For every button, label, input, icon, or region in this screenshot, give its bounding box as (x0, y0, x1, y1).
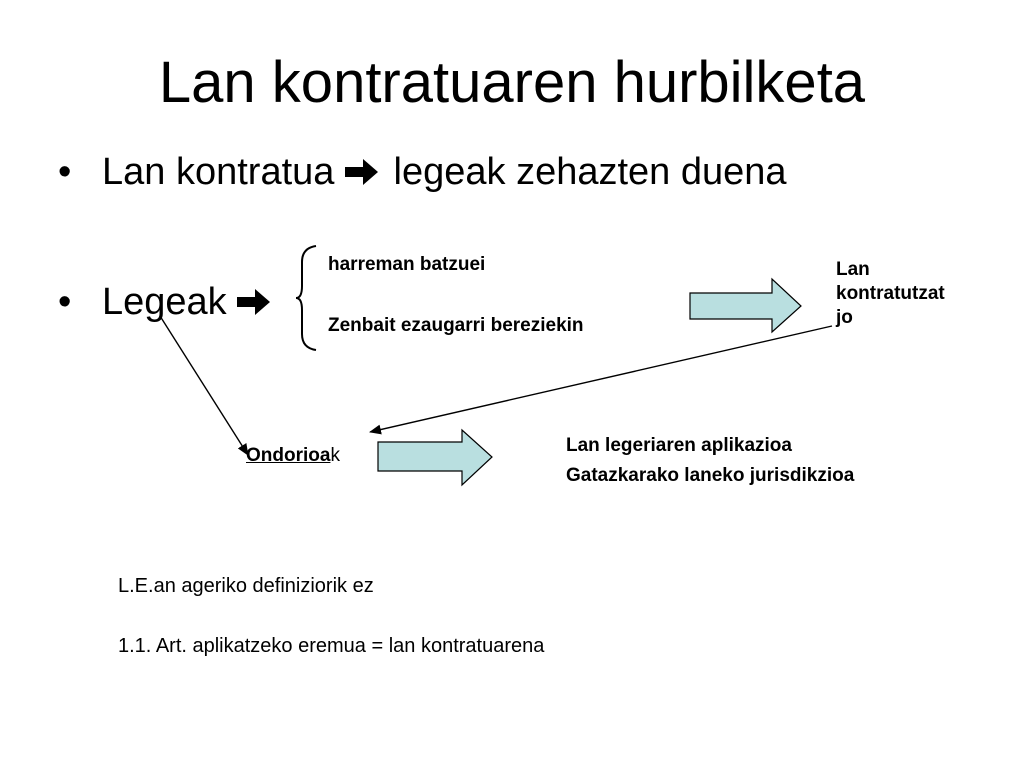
application-2: Gatazkarako laneko jurisdikzioa (566, 465, 855, 486)
bullet-dot: • (58, 151, 72, 193)
bullet-1-text-before: Lan kontratua (102, 151, 335, 193)
result-line-2: kontratutzat (836, 283, 945, 304)
block-arrow-1 (690, 279, 801, 332)
bullet-1-text-after: legeak zehazten duena (393, 151, 787, 193)
block-arrow-2 (378, 430, 492, 485)
left-brace (296, 246, 316, 350)
note-2: 1.1. Art. aplikatzeko eremua = lan kontratuarena (118, 635, 545, 657)
brace-item-2: Zenbait ezaugarri bereziekin (328, 315, 584, 336)
note-1: L.E.an ageriko definiziorik ez (118, 575, 374, 597)
bullet-dot: • (58, 281, 72, 323)
connector-result-to-ondorioak (370, 326, 832, 432)
result-line-1: Lan (836, 259, 870, 280)
bullet-2-text-before: Legeak (102, 281, 227, 323)
application-1: Lan legeriaren aplikazioa (566, 435, 792, 456)
brace-item-1: harreman batzuei (328, 254, 486, 275)
slide-title: Lan kontratuaren hurbilketa (158, 50, 866, 115)
result-line-3: jo (836, 307, 853, 328)
consequence-underlined: Ondorioa (246, 445, 331, 466)
connector-legeak-to-ondorioak (160, 316, 248, 455)
consequence-rest: k (330, 445, 340, 466)
consequence-label (246, 444, 340, 468)
